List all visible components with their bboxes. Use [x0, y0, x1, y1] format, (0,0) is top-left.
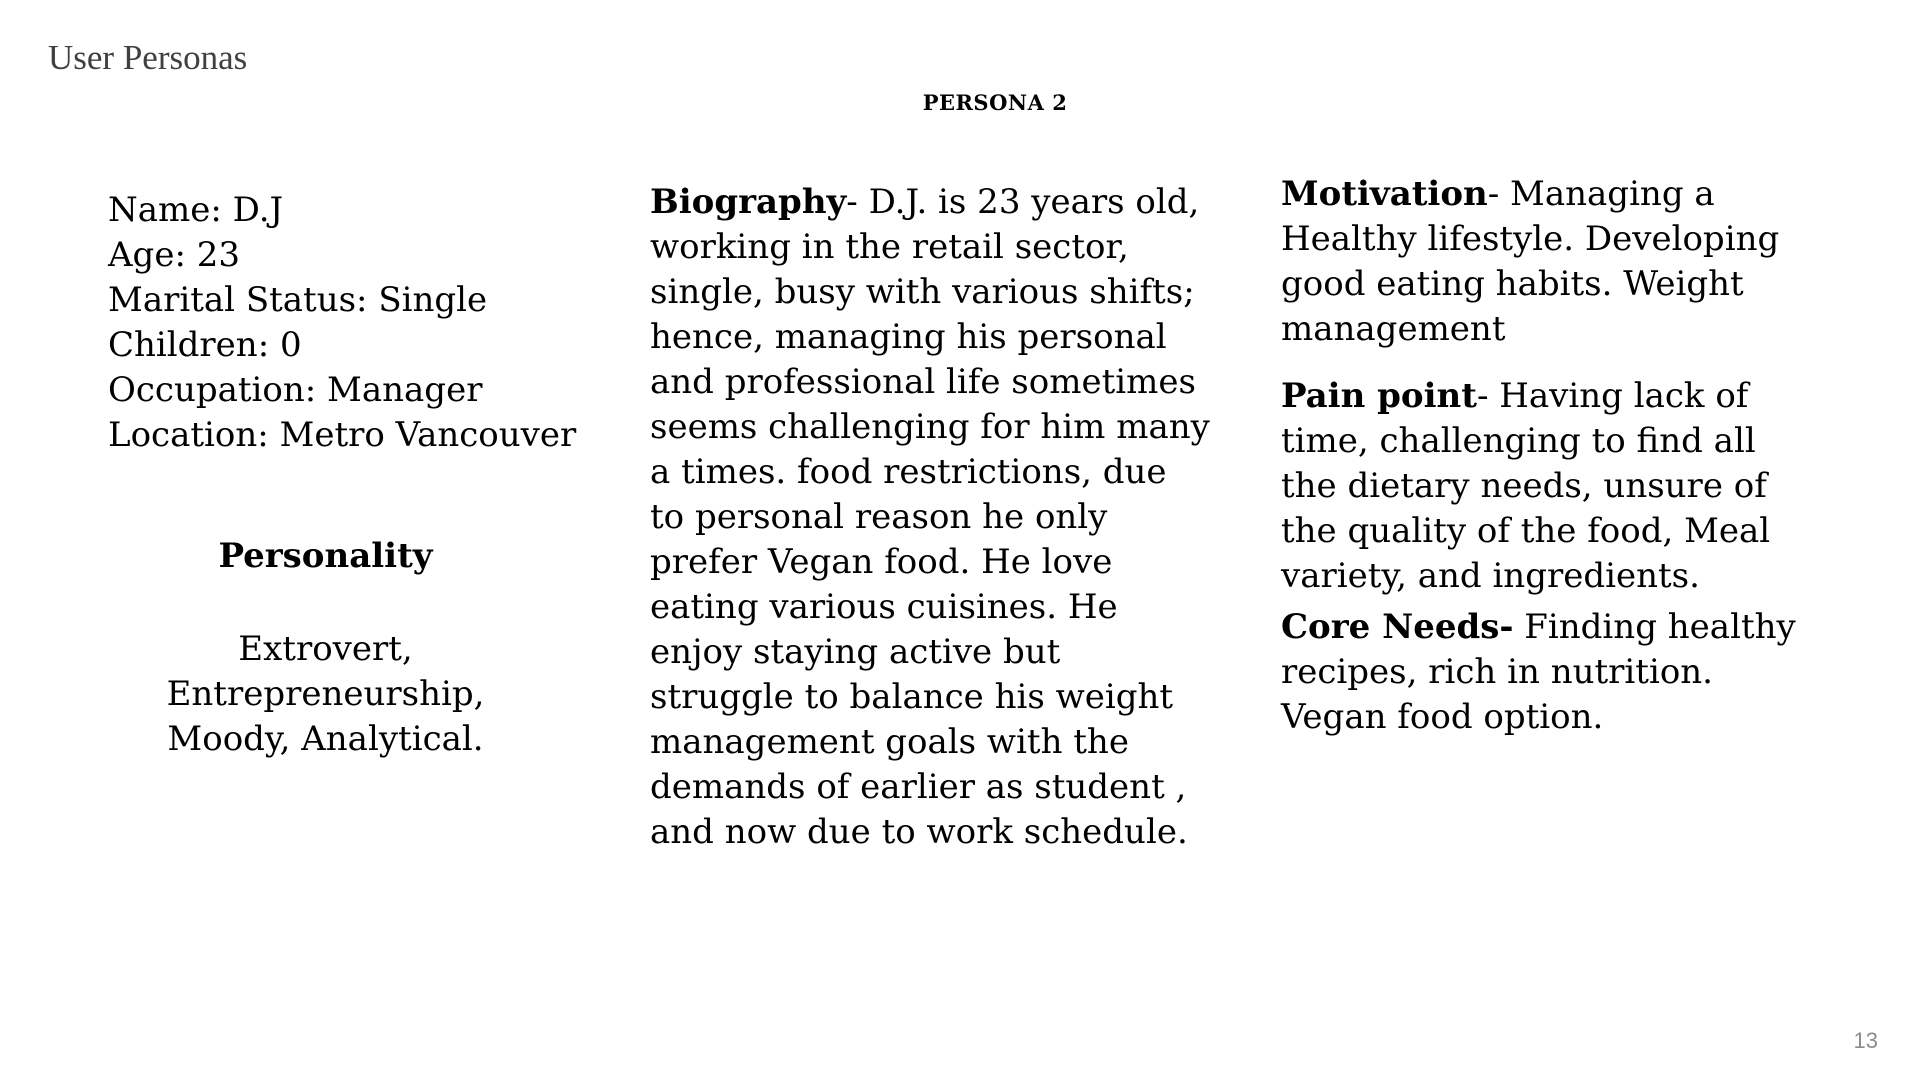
motivation-section — [1281, 172, 1801, 352]
page-title: User Personas — [48, 38, 248, 77]
motivation-label: Motivation — [1281, 174, 1488, 214]
profile-location: Location: Metro Vancouver — [108, 415, 577, 455]
page-number: 13 — [1853, 1028, 1878, 1053]
personality-title: Personality — [218, 536, 433, 576]
persona-heading: PERSONA 2 — [922, 90, 1068, 115]
personality-traits: Extrovert, Entrepreneurship, Moody, Analytical. — [166, 629, 485, 759]
pain-point-label: Pain point — [1281, 376, 1477, 416]
pain-point-section — [1281, 374, 1801, 599]
profile-age: Age: 23 — [108, 235, 240, 275]
biography-label: Biography — [650, 182, 847, 222]
profile-name: Name: D.J — [108, 190, 284, 230]
biography-section — [650, 180, 1210, 855]
motivation-text: - Managing a Healthy lifestyle. Developing good eating habits. Weight management — [1281, 174, 1780, 349]
profile-occupation: Occupation: Manager — [108, 370, 483, 410]
profile-children: Children: 0 — [108, 325, 302, 365]
profile-details — [108, 188, 628, 458]
core-needs-section — [1281, 605, 1801, 740]
profile-marital-status: Marital Status: Single — [108, 280, 488, 320]
biography-text: - D.J. is 23 years old, working in the retail sector, single, busy with various shifts; hence, managing his personal and professional life sometimes seems challenging for him many a times. food restrictions, due to personal reason he only prefer Vegan food. He love eating various cuisines. He enjoy staying active but struggle to balance his weight management goals with the demands of earlier as student , and now due to work schedule. — [650, 182, 1210, 852]
needs-column — [1281, 172, 1801, 740]
core-needs-text: Finding healthy recipes, rich in nutrition. Vegan food option. — [1281, 607, 1796, 737]
core-needs-label: Core Needs- — [1281, 607, 1514, 647]
pain-point-text: - Having lack of time, challenging to find all the dietary needs, unsure of the quality of the food, Meal variety, and ingredients. — [1281, 376, 1771, 596]
